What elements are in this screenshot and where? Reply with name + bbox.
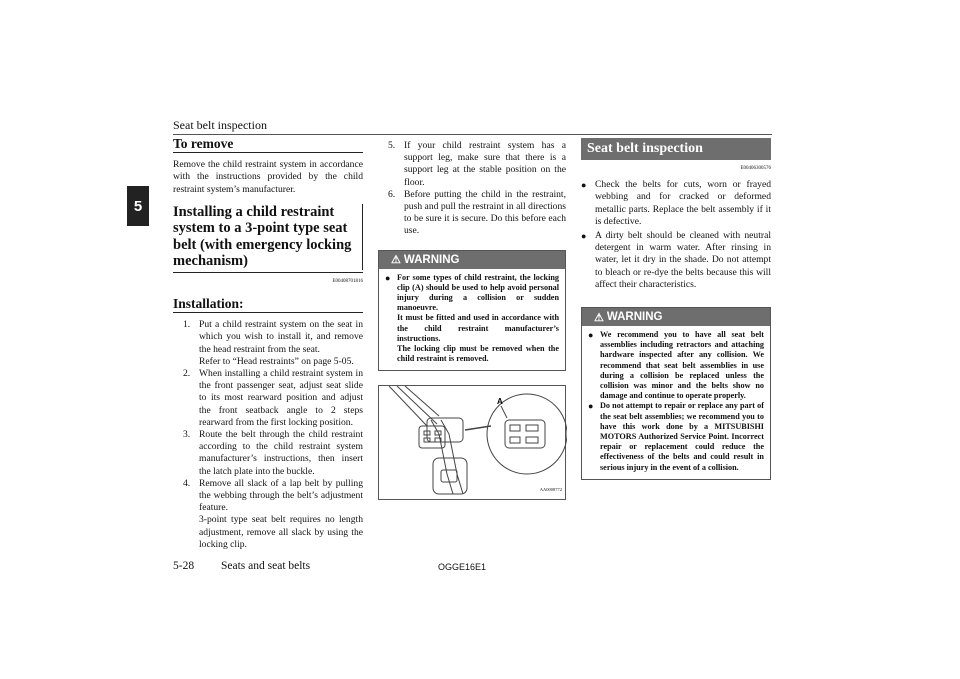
- bullet-icon: ●: [588, 330, 594, 341]
- step-text: Put a child restraint system on the seat in which you wish to install it, and remove the head restraint from the seat.: [199, 319, 363, 355]
- header-rule: [173, 134, 772, 135]
- column-left: [173, 138, 363, 551]
- locking-clip-figure: [378, 385, 566, 500]
- running-header: Seat belt inspection: [173, 118, 267, 132]
- figure-label-a: A: [497, 397, 503, 407]
- inspection-bullet: [581, 230, 771, 291]
- warning-triangle-icon: ⚠: [594, 311, 604, 324]
- warning-header: [582, 308, 770, 326]
- document-code: OGGE16E1: [438, 562, 487, 572]
- bullet-icon: ●: [588, 401, 594, 412]
- section-heading: Seat belt inspection: [581, 138, 771, 160]
- warning-text: It must be fitted and used in accordance with the child restraint manufacturer’s instructions.: [397, 313, 559, 343]
- step-number: 6.: [388, 188, 396, 200]
- warning-item: [588, 401, 764, 472]
- inspection-bullet: [581, 179, 771, 228]
- bullet-text: A dirty belt should be cleaned with neutral detergent in warm water. After rinsing in water, let it dry in the shade. Do not attempt to bleach or re-dye the belts because this will affect their characteristics.: [595, 230, 771, 290]
- step-text: Before putting the child in the restraint, push and pull the restraint in all directions to be sure it is secure. Do this before each use.: [404, 188, 566, 237]
- bullet-icon: ●: [581, 231, 587, 242]
- step-number: 4.: [183, 477, 191, 489]
- locking-clip-illustration: [379, 386, 567, 499]
- figure-code: AA0008772: [539, 487, 562, 493]
- installing-heading-rule: [173, 272, 363, 273]
- step-item: [378, 140, 566, 189]
- warning-text: Do not attempt to repair or replace any part of the seat belt assemblies; we recommend you to have this work done by a MITSUBISHI MOTORS Authorized Service Point. Incorrect repair or replacement could reduce the effectiveness of the belts and could result in serious injury in the event of a collision.: [600, 401, 764, 472]
- warning-triangle-icon: ⚠: [391, 254, 401, 267]
- warning-header: [379, 251, 565, 269]
- step-item: [173, 368, 363, 429]
- step-number: 3.: [183, 429, 191, 441]
- warning-body: [379, 269, 565, 371]
- step-extra: Refer to “Head restraints” on page 5-05.: [199, 355, 354, 367]
- chapter-tab: 5: [127, 186, 149, 226]
- column-right: [581, 138, 771, 480]
- warning-label: WARNING: [606, 311, 663, 324]
- step-item: [173, 429, 363, 478]
- warning-item: [385, 273, 559, 365]
- installation-steps: [173, 319, 363, 551]
- warning-label: WARNING: [403, 253, 460, 266]
- section-code: E00406300576: [740, 166, 771, 171]
- step-extra: 3-point type seat belt requires no length adjustment, remove all slack by using the locking clip.: [199, 514, 363, 550]
- step-item: [173, 319, 363, 368]
- page-number: 5-28: [173, 560, 195, 572]
- warning-text: For some types of child restraint, the locking clip (A) should be used to help avoid personal injury during a collision or sudden manoeuvre.: [397, 272, 559, 313]
- step-number: 1.: [183, 319, 191, 331]
- warning-item: [588, 330, 764, 401]
- step-item: [378, 189, 566, 238]
- step-text: Remove all slack of a lap belt by pulling the webbing through the belt’s adjustment feature.: [199, 477, 363, 514]
- step-text: When installing a child restraint system in the front passenger seat, adjust seat slide to its most rearward position and adjust the front seatback angle to 2 steps rearward from the first locking position.: [199, 368, 363, 428]
- warning-body: [582, 326, 770, 479]
- footer-section-title: Seats and seat belts: [221, 560, 311, 572]
- installing-code: E00408701816: [332, 278, 363, 284]
- warning-box-seat-belt: [581, 307, 771, 480]
- column-middle: [378, 138, 566, 500]
- to-remove-heading: To remove: [173, 138, 363, 153]
- step-item: [173, 478, 363, 551]
- step-text: Route the belt through the child restraint according to the child restraint system manufacturer’s instructions, then insert the latch plate into the buckle.: [199, 429, 363, 477]
- installation-steps-continued: [378, 140, 566, 238]
- step-number: 2.: [183, 368, 191, 380]
- bullet-icon: ●: [581, 180, 587, 191]
- bullet-text: Check the belts for cuts, worn or frayed webbing and for cracked or deformed metallic parts. Replace the belt assembly if it is defective.: [595, 179, 771, 227]
- warning-text: We recommend you to have all seat belt assemblies including retractors and attaching hardware inspected after any collision. We recommend that seat belt assemblies in use during a collision be replaced unless the collision was minor and the belts show no damage and continue to operate properly.: [600, 330, 764, 401]
- warning-text: The locking clip must be removed when the child restraint is removed.: [397, 344, 559, 364]
- step-number: 5.: [388, 140, 396, 151]
- step-text: If your child restraint system has a support leg, make sure that there is a support leg at the stable position on the floor.: [404, 140, 566, 188]
- bullet-icon: ●: [385, 272, 391, 283]
- warning-box-locking-clip: [378, 250, 566, 372]
- installing-heading: Installing a child restraint system to a 3-point type seat belt (with emergency locking mechanism): [173, 204, 363, 270]
- installation-heading: Installation:: [173, 298, 363, 313]
- to-remove-text: Remove the child restraint system in accordance with the instructions provided by the child restraint system’s manufacturer.: [173, 159, 363, 195]
